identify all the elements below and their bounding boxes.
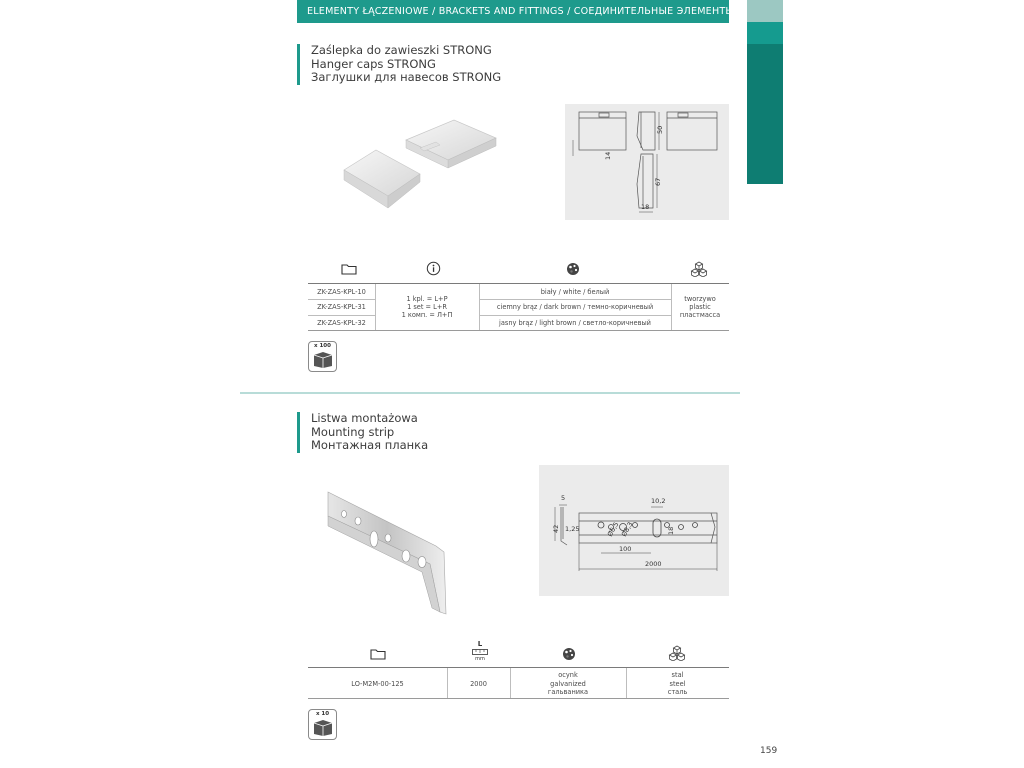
side-tab-light bbox=[747, 0, 783, 22]
length-symbol: L bbox=[477, 640, 483, 648]
material-cubes-icon bbox=[690, 261, 708, 277]
info-icon bbox=[426, 261, 441, 276]
dim-1-25: 1,25 bbox=[565, 525, 580, 533]
material-en: steel bbox=[669, 680, 686, 688]
hanger-caps-photo bbox=[336, 112, 506, 212]
package-quantity-badge bbox=[308, 709, 337, 740]
section-header-bar bbox=[297, 0, 735, 23]
mounting-strip-technical-drawing bbox=[539, 465, 729, 596]
box-icon bbox=[313, 351, 333, 369]
color-palette-icon bbox=[566, 262, 580, 276]
length-unit: mm bbox=[475, 656, 485, 662]
folder-icon bbox=[341, 263, 357, 275]
dim-10-2: 10,2 bbox=[651, 497, 666, 505]
title-pl: Zaślepka do zawieszki STRONG bbox=[311, 43, 492, 57]
hanger-caps-spec-table bbox=[308, 283, 729, 331]
color-value: biały / white / белый bbox=[540, 288, 610, 296]
material-en: plastic bbox=[689, 303, 711, 311]
dim-6-5: Ø6,5 bbox=[605, 520, 621, 538]
package-quantity: x 100 bbox=[314, 343, 331, 349]
package-quantity-badge bbox=[308, 341, 337, 372]
section-header-title: ELEMENTY ŁĄCZENIOWE / BRACKETS AND FITTINGS / СОЕДИНИТЕЛЬНЫЕ ЭЛЕМЕНТЫ bbox=[307, 6, 735, 17]
folder-icon bbox=[370, 648, 386, 660]
finish-pl: ocynk bbox=[558, 671, 578, 679]
material-ru: пластмасса bbox=[679, 311, 721, 319]
set-info-en: 1 set = L+R bbox=[407, 303, 447, 311]
product-title-mounting-strip bbox=[297, 412, 428, 453]
page-number: 159 bbox=[760, 746, 778, 756]
color-value: jasny brąz / light brown / светло-коричневый bbox=[499, 319, 651, 327]
material-ru: сталь bbox=[667, 688, 688, 696]
set-info-ru: 1 комп. = Л+П bbox=[401, 311, 453, 319]
product-code: ZK-ZAS-KPL-31 bbox=[317, 303, 366, 311]
hanger-caps-technical-drawing bbox=[565, 104, 729, 220]
dim-5: 5 bbox=[561, 494, 566, 502]
title-en: Hanger caps STRONG bbox=[311, 56, 436, 71]
title-ru: Заглушки для навесов STRONG bbox=[311, 70, 502, 84]
mounting-strip-photo bbox=[318, 486, 453, 616]
dim-8-3: Ø8,3 bbox=[619, 520, 635, 538]
dim-67: 67 bbox=[654, 177, 662, 186]
finish-en: galvanized bbox=[550, 680, 586, 688]
mounting-strip-spec-table bbox=[308, 667, 729, 699]
dim-18: 18 bbox=[667, 526, 675, 535]
color-palette-icon bbox=[562, 647, 576, 661]
box-icon bbox=[313, 719, 333, 737]
dim-18: 18 bbox=[641, 203, 650, 211]
color-value: ciemny brąz / dark brown / темно-коричневый bbox=[496, 303, 654, 311]
product-code: LO-M2M-00-125 bbox=[351, 680, 404, 688]
title-en: Mounting strip bbox=[311, 424, 395, 439]
finish-ru: гальваника bbox=[547, 688, 589, 696]
dim-14: 14 bbox=[604, 151, 612, 160]
length-ruler-icon bbox=[472, 649, 488, 655]
mounting-strip-drawing-svg bbox=[539, 465, 729, 596]
section-separator bbox=[240, 392, 740, 394]
product-title-hanger-caps bbox=[297, 44, 501, 85]
product-code: ZK-ZAS-KPL-32 bbox=[317, 319, 366, 327]
material-pl: stal bbox=[671, 671, 684, 679]
dim-2000: 2000 bbox=[645, 560, 662, 568]
title-ru: Монтажная планка bbox=[311, 438, 429, 452]
length-value: 2000 bbox=[470, 680, 487, 688]
title-pl: Listwa montażowa bbox=[311, 411, 418, 425]
dim-42: 42 bbox=[552, 524, 560, 533]
side-tab-dark bbox=[747, 44, 783, 184]
side-tab-mid bbox=[747, 22, 783, 44]
dim-50: 50 bbox=[656, 125, 664, 134]
length-header bbox=[468, 640, 492, 664]
material-cubes-icon bbox=[668, 645, 686, 661]
product-code: ZK-ZAS-KPL-10 bbox=[317, 288, 366, 296]
dim-100: 100 bbox=[619, 545, 632, 553]
package-quantity: x 10 bbox=[315, 711, 330, 717]
set-info-pl: 1 kpl. = L+P bbox=[406, 295, 448, 303]
material-pl: tworzywo bbox=[684, 295, 716, 303]
hanger-caps-drawing-svg bbox=[565, 104, 729, 220]
